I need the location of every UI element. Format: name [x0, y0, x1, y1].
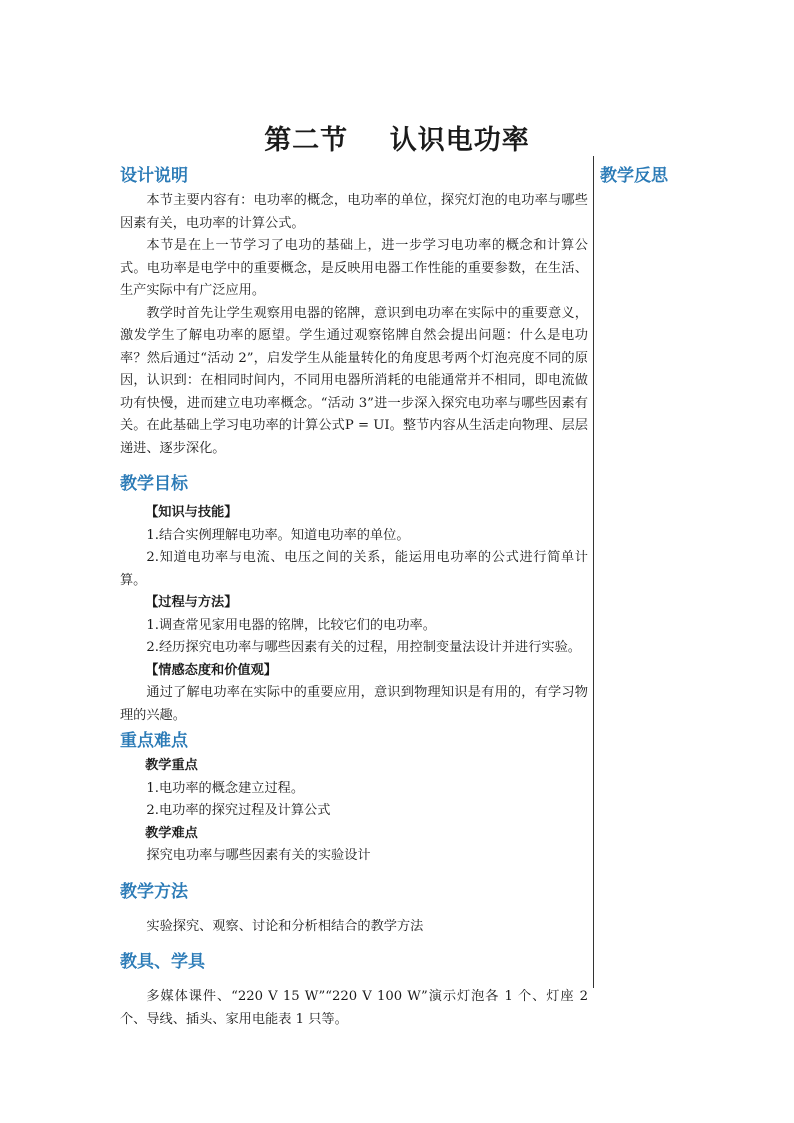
knowledge-label: 【知识与技能】: [145, 505, 238, 520]
tools-heading: 教具、学具: [120, 952, 205, 972]
design-paragraph: 本节是在上一节学习了电功的基础上，进一步学习电功率的概念和计算公式。电功率是电学中的重要概念，是反映用电器工作性能的重要参数，在生活、生产实际中有广泛应用。: [120, 238, 588, 298]
goal-item: 2.经历探究电功率与哪些因素有关的过程，用控制变量法设计并进行实验。: [146, 640, 581, 655]
reflection-column: [600, 162, 750, 190]
goal-item: 通过了解电功率在实际中的重要应用，意识到物理知识是有用的，有学习物理的兴趣。: [120, 685, 588, 723]
page-title: 第二节 认识电功率: [264, 125, 530, 156]
keypoints-heading: 重点难点: [120, 731, 188, 751]
focus-item: 2.电功率的探究过程及计算公式: [146, 803, 331, 818]
focus-item: 1.电功率的概念建立过程。: [146, 780, 305, 796]
method-text: 实验探究、观察、讨论和分析相结合的教学方法: [146, 918, 424, 934]
tools-text: 多媒体课件、“220 V 15 W”“220 V 100 W”演示灯泡各 1 个、灯座 2 个、导线、插头、家用电能表 1 只等。: [120, 989, 588, 1027]
design-paragraph: 教学时首先让学生观察用电器的铭牌，意识到电功率在实际中的重要意义，激发学生了解电功率的愿望。学生通过观察铭牌自然会提出问题：什么是电功率？然后通过“活动 2”，启发学生从能量转化的角度思考两个灯泡亮度不同的原因，认识到：在相同时间内，不同用电器所消耗的电能通常并不相同，即电流做功有快慢，进而建立电功率概念。“活动 3”进一步深入探究电功率与哪些因素有关。在此基础上学习电功率的计算公式P = UI。整节内容从生活走向物理、层层递进、逐步深化。: [120, 305, 588, 456]
goal-item: 1.结合实例理解电功率。知道电功率的单位。: [146, 527, 410, 543]
reflection-heading: 教学反思: [600, 166, 668, 186]
goal-item: 2.知道电功率与电流、电压之间的关系，能运用电功率的公式进行简单计算。: [120, 550, 588, 588]
difficulty-label: 教学难点: [145, 825, 198, 841]
focus-label: 教学重点: [145, 758, 198, 773]
goal-item: 1.调查常见家用电器的铭牌，比较它们的电功率。: [146, 617, 436, 633]
goals-heading: 教学目标: [120, 474, 188, 494]
main-column: [120, 162, 588, 1031]
design-heading: 设计说明: [120, 166, 188, 186]
process-label: 【过程与方法】: [145, 595, 238, 610]
design-paragraph: 本节主要内容有：电功率的概念，电功率的单位，探究灯泡的电功率与哪些因素有关，电功率的计算公式。: [120, 193, 588, 231]
method-heading: 教学方法: [120, 881, 188, 902]
difficulty-item: 探究电功率与哪些因素有关的实验设计: [146, 848, 371, 863]
emotion-label: 【情感态度和价值观】: [145, 662, 277, 678]
column-divider: [593, 156, 594, 988]
